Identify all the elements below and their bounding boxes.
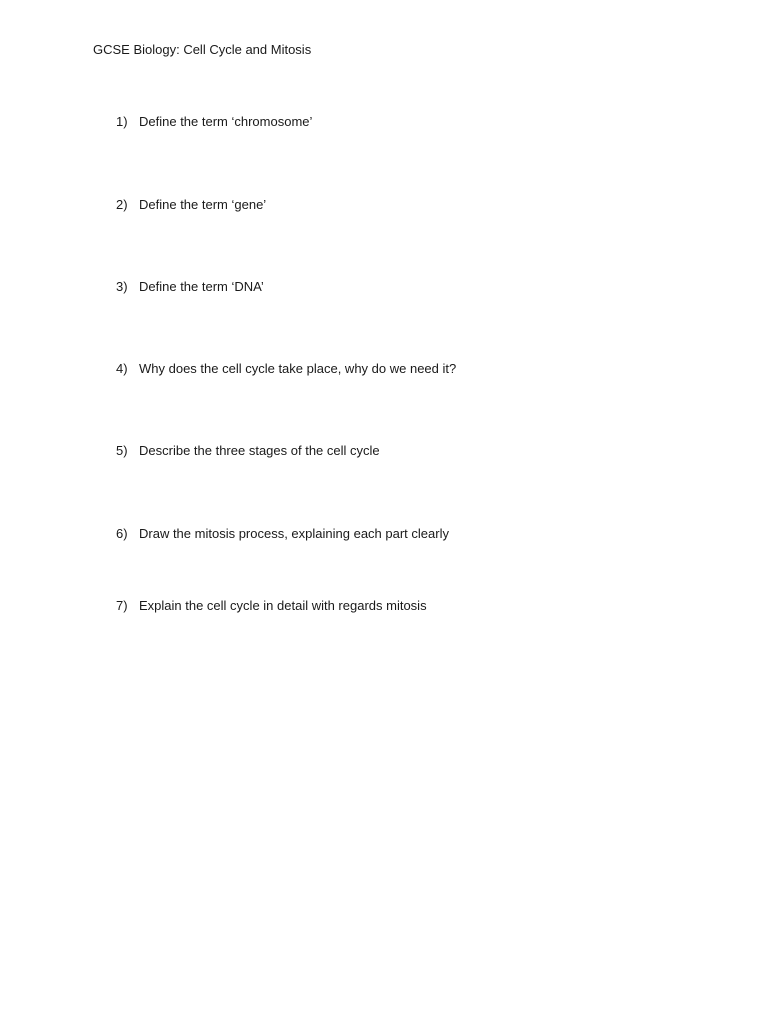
question-text: Define the term ‘chromosome’: [139, 114, 313, 129]
question-text: Describe the three stages of the cell cycle: [139, 443, 380, 458]
question-text: Why does the cell cycle take place, why do we need it?: [139, 361, 457, 376]
page-title: GCSE Biology: Cell Cycle and Mitosis: [93, 42, 312, 57]
question-number: 6): [116, 526, 128, 541]
question-number: 7): [116, 598, 128, 613]
question-text: Explain the cell cycle in detail with regards mitosis: [139, 598, 427, 613]
question-text: Draw the mitosis process, explaining each part clearly: [139, 526, 449, 541]
question-number: 5): [116, 443, 128, 458]
question-text: Define the term ‘DNA’: [139, 279, 264, 294]
question-number: 2): [116, 197, 128, 212]
question-number: 3): [116, 279, 128, 294]
question-number: 1): [116, 114, 128, 129]
question-text: Define the term ‘gene’: [139, 197, 267, 212]
question-number: 4): [116, 361, 128, 376]
